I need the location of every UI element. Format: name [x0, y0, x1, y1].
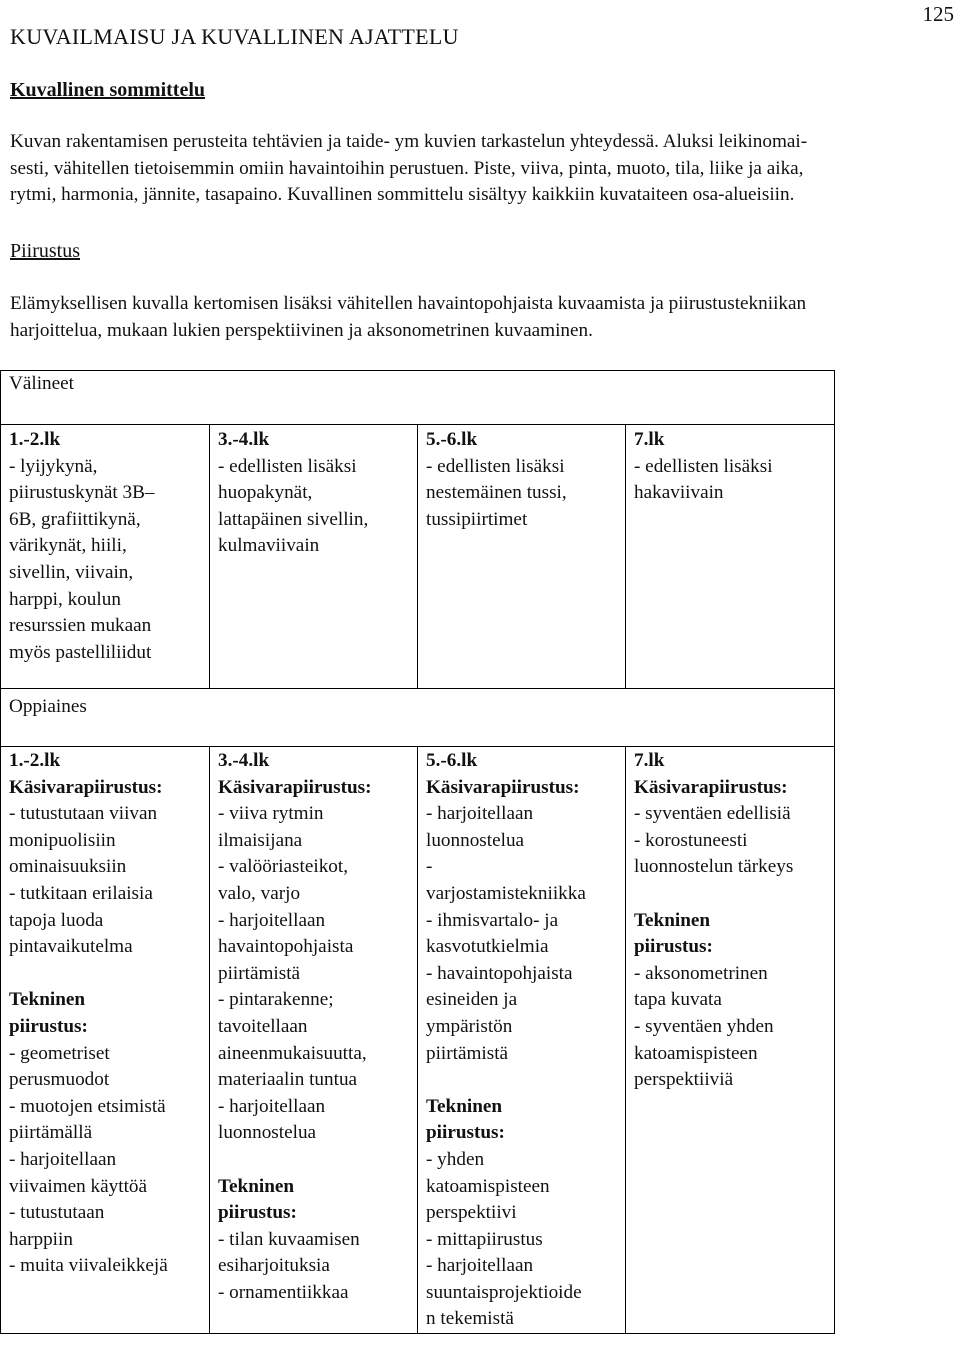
- content-line: - tilan kuvaamisen: [218, 1228, 360, 1250]
- content-line: - mittapiirustus: [426, 1228, 543, 1250]
- content-line: luonnostelua: [426, 829, 525, 851]
- paragraph-line: harjoittelua, mukaan lukien perspektiivinen ja aksonometrinen kuvaaminen.: [10, 319, 593, 341]
- tools-table: [0, 370, 835, 689]
- spacer: [426, 1067, 625, 1094]
- content-line: piirtämistä: [426, 1042, 509, 1064]
- content-cell-5-6: [418, 747, 626, 1334]
- content-line: pintavaikutelma: [9, 936, 133, 958]
- grade-label: 3.-4.lk: [218, 429, 270, 450]
- grade-label: 7.lk: [634, 750, 665, 771]
- content-line: ilmaisijana: [218, 829, 303, 851]
- block-heading: piirustus:: [218, 1202, 297, 1224]
- block-heading: Tekninen: [9, 989, 86, 1011]
- paragraph-line: Elämyksellisen kuvalla kertomisen lisäksi vähitellen havaintopohjaista kuvaamista ja piirustustekniikan: [10, 293, 807, 314]
- content-line: ominaisuuksiin: [9, 856, 127, 878]
- tool-line: sivellin, viivain,: [9, 561, 134, 583]
- content-line: - harjoitellaan: [218, 1095, 326, 1117]
- tools-table-title: [1, 371, 835, 425]
- content-table: [0, 688, 835, 1334]
- content-line: - korostuneesti: [634, 829, 748, 851]
- section-heading-drawing: Piirustus: [10, 240, 81, 262]
- content-line: valo, varjo: [218, 882, 301, 904]
- block-heading: piirustus:: [9, 1015, 88, 1037]
- grade-label: 1.-2.lk: [9, 429, 61, 450]
- tool-line: harppi, koulun: [9, 588, 121, 610]
- tool-line: myös pastelliliidut: [9, 641, 152, 663]
- content-line: katoamispisteen: [426, 1175, 550, 1197]
- tool-line: värikynät, hiili,: [9, 535, 127, 557]
- content-line: tapa kuvata: [634, 989, 722, 1011]
- tools-cell-1-2: [1, 425, 210, 689]
- content-line: kasvotutkielmia: [426, 936, 549, 958]
- tool-line: hakaviivain: [634, 482, 724, 504]
- content-line: katoamispisteen: [634, 1042, 758, 1064]
- content-line: suuntaisprojektioide: [426, 1281, 582, 1303]
- content-line: - tutustutaan: [9, 1202, 105, 1224]
- tools-cell-7: [626, 425, 835, 689]
- content-line: - harjoitellaan: [426, 1255, 534, 1277]
- content-cell-3-4: [210, 747, 418, 1334]
- tool-line: - lyijykynä,: [9, 455, 98, 477]
- main-title: KUVAILMAISU JA KUVALLINEN AJATTELU: [10, 24, 459, 49]
- content-line: havaintopohjaista: [218, 936, 354, 958]
- content-line: - ihmisvartalo- ja: [426, 909, 559, 931]
- tool-line: - edellisten lisäksi: [634, 455, 773, 477]
- content-line: harppiin: [9, 1228, 73, 1250]
- tool-line: piirustuskynät 3B–: [9, 482, 155, 504]
- content-line: - muita viivaleikkejä: [9, 1255, 168, 1277]
- content-line: - harjoitellaan: [9, 1148, 117, 1170]
- content-line: ympäristön: [426, 1015, 513, 1037]
- tool-line: kulmaviivain: [218, 535, 320, 557]
- spacer: [9, 961, 209, 988]
- block-heading: Käsivarapiirustus:: [9, 776, 163, 798]
- grade-label: 7.lk: [634, 429, 665, 450]
- content-line: - harjoitellaan: [426, 803, 534, 825]
- content-line: esiharjoituksia: [218, 1255, 330, 1277]
- spacer: [218, 1147, 417, 1174]
- content-line: - geometriset: [9, 1042, 110, 1064]
- paragraph-line: rytmi, harmonia, jännite, tasapaino. Kuvallinen sommittelu sisältyy kaikkiin kuvataiteen osa-alueisiin.: [10, 184, 795, 206]
- content-cell-1-2: [1, 747, 210, 1334]
- block-heading: Käsivarapiirustus:: [634, 776, 788, 798]
- content-line: - aksonometrinen: [634, 962, 768, 984]
- content-line: - valööriasteikot,: [218, 856, 349, 878]
- content-line: tavoitellaan: [218, 1015, 308, 1037]
- content-line: luonnostelua: [218, 1122, 317, 1144]
- page-number: 125: [922, 2, 954, 26]
- block-heading: Tekninen: [218, 1175, 295, 1197]
- content-line: - harjoitellaan: [218, 909, 326, 931]
- content-line: - tutkitaan erilaisia: [9, 882, 153, 904]
- tools-cell-5-6: [418, 425, 626, 689]
- content-table-title: [1, 689, 835, 747]
- block-heading: Käsivarapiirustus:: [426, 776, 580, 798]
- block-heading: piirustus:: [634, 936, 713, 958]
- section-heading-composition: Kuvallinen sommittelu: [10, 79, 206, 101]
- tool-line: lattapäinen sivellin,: [218, 508, 369, 530]
- tools-cell-3-4: [210, 425, 418, 689]
- block-heading: Käsivarapiirustus:: [218, 776, 372, 798]
- content-line: - syventäen yhden: [634, 1015, 774, 1037]
- paragraph-line: sesti, vähitellen tietoisemmin omiin havaintoihin perustuen. Piste, viiva, pinta, muoto, tila, liike ja aika,: [10, 157, 804, 179]
- drawing-paragraph: [10, 291, 955, 344]
- grade-label: 5.-6.lk: [426, 429, 478, 450]
- content-line: - syventäen edellisiä: [634, 803, 791, 825]
- content-line: perspektiivi: [426, 1202, 517, 1224]
- composition-paragraph: [10, 129, 955, 209]
- content-line: - havaintopohjaista: [426, 962, 573, 984]
- content-line: - yhden: [426, 1148, 485, 1170]
- content-line: tapoja luoda: [9, 909, 104, 931]
- block-heading: Tekninen: [426, 1095, 503, 1117]
- content-line: - pintarakenne;: [218, 989, 334, 1011]
- grade-label: 3.-4.lk: [218, 750, 270, 771]
- content-line: esineiden ja: [426, 989, 518, 1011]
- grade-label: 5.-6.lk: [426, 750, 478, 771]
- content-line: - viiva rytmin: [218, 803, 324, 825]
- tool-line: nestemäinen tussi,: [426, 482, 567, 504]
- content-line: perusmuodot: [9, 1069, 110, 1091]
- content-line: varjostamistekniikka: [426, 882, 586, 904]
- tools-title-text: Välineet: [9, 373, 74, 394]
- content-line: - muotojen etsimistä: [9, 1095, 166, 1117]
- content-line: aineenmukaisuutta,: [218, 1042, 367, 1064]
- content-cell-7: [626, 747, 835, 1334]
- content-line: viivaimen käyttöä: [9, 1175, 148, 1197]
- block-heading: Tekninen: [634, 909, 711, 931]
- content-line: luonnostelun tärkeys: [634, 856, 794, 878]
- content-line: piirtämistä: [218, 962, 301, 984]
- content-title-text: Oppiaines: [9, 696, 87, 717]
- tool-line: resurssien mukaan: [9, 615, 152, 637]
- content-line: materiaalin tuntua: [218, 1069, 358, 1091]
- content-line: - ornamentiikkaa: [218, 1281, 349, 1303]
- paragraph-line: Kuvan rakentamisen perusteita tehtävien ja taide- ym kuvien tarkastelun yhteydessä. Aluksi leikinomai-: [10, 131, 808, 152]
- tool-line: huopakynät,: [218, 482, 313, 504]
- block-heading: piirustus:: [426, 1122, 505, 1144]
- tool-line: tussipiirtimet: [426, 508, 528, 530]
- spacer: [634, 881, 834, 908]
- content-line: piirtämällä: [9, 1122, 93, 1144]
- tool-line: - edellisten lisäksi: [218, 455, 357, 477]
- content-line: monipuolisiin: [9, 829, 116, 851]
- content-line: - tutustutaan viivan: [9, 803, 158, 825]
- tool-line: - edellisten lisäksi: [426, 455, 565, 477]
- content-line: n tekemistä: [426, 1308, 514, 1330]
- grade-label: 1.-2.lk: [9, 750, 61, 771]
- content-line: -: [426, 856, 433, 878]
- content-line: perspektiiviä: [634, 1069, 734, 1091]
- tool-line: 6B, grafiittikynä,: [9, 508, 141, 530]
